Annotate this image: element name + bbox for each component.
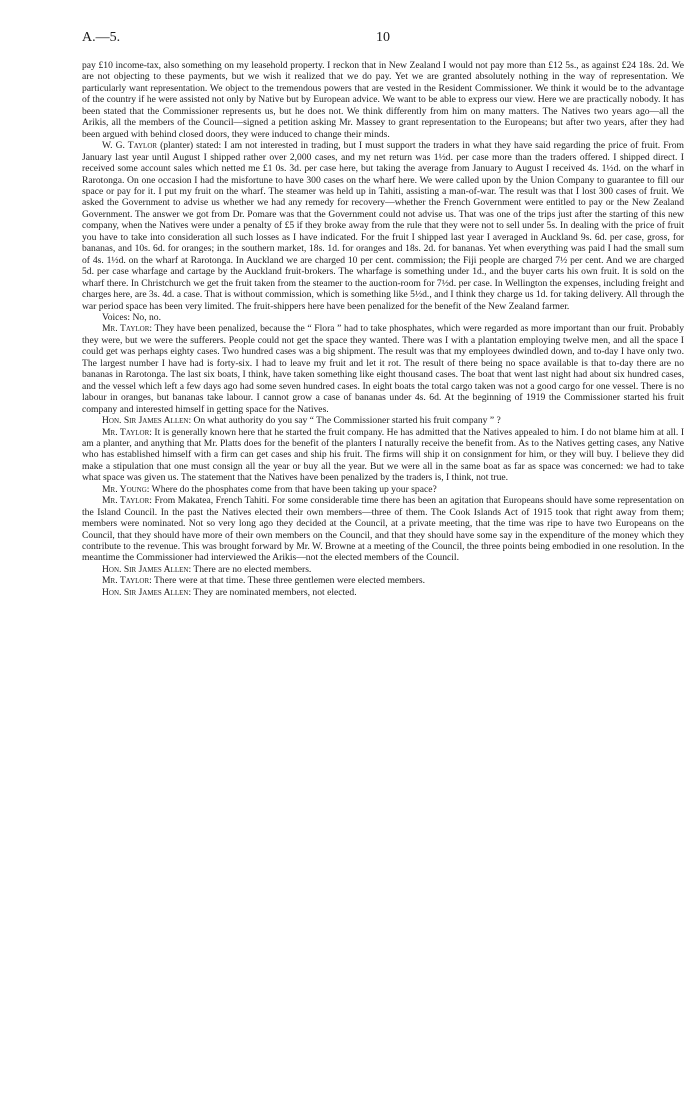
paragraph: Hon. Sir James Allen: On what authority do you say “ The Commissioner started his fruit company ” ? <box>102 415 501 427</box>
paragraph: Mr. Taylor: From Makatea, French Tahiti. For some considerable time there has been an agitation that Europeans should have some representation on the Island Council. In the past the Natives elected their own members—three of them. The Cook Islands Act of 1915 took that right away from them; members were nominated. Not so very long ago they decided at the Council, at a private meeting, that the time was ripe to have two Europeans on the Council, that they should have more of their own members on the Council, and that they should have some say in the expenditure of the money which they contribute to the revenue. This was brought forward by Mr. W. Browne at a meeting of the Council, the three points being embodied in one resolution. In the meantime the Commissioner had interviewed the Arikis—not the elected members of the Council. <box>82 495 684 564</box>
page-header <box>82 30 684 60</box>
body-text <box>82 60 684 598</box>
speaker-name: W. G. Taylor <box>102 140 158 152</box>
speaker-name: Mr. Taylor <box>102 575 150 587</box>
speaker-name: Mr. Taylor <box>102 495 150 507</box>
paragraph: W. G. Taylor (planter) stated: I am not interested in trading, but I must support the traders in what they have said regarding the price of fruit. From January last year until August I shipped rather over 2,000 cases, and my net return was 1½d. per case more than the traders offered. I shipped direct. I received some account sales which netted me £1 0s. 3d. per case here, but taking the average from January to August I received 4s. 1½d. on the wharf in Rarotonga. On one occasion I had the misfortune to have 300 cases on the wharf here. We were called upon by the Union Company to guarantee to fill our space or pay for it. I put my fruit on the wharf. The steamer was held up in Tahiti, assisting a man-of-war. The result was that I lost 300 cases of fruit. We asked the Government to advise us whether we had any remedy for recovery—whether the French Government were entitled to pay or the New Zealand Government. The answer we got from Dr. Pomare was that the Government could not advise us. That was one of the trips just after the starting of this new company, when the Natives were under a penalty of £5 if they broke away from the rule that they were not to sell under 5s. In dealing with the price of fruit you have to take into consideration all such losses as I have indicated. For the fruit I shipped last year I averaged in Auckland 9s. 6d. per case, gross, for bananas, and 10s. 6d. for oranges; in the southern market, 18s. 1d. for oranges and 18s. 2d. for bananas. Yet when everything was paid I had the small sum of 4s. 1½d. on the wharf at Rarotonga. In Auckland we are charged 10 per cent. commission; the Fiji people are charged 7½ per cent. And we are charged 5d. per case wharfage and cartage by the Auckland fruit-brokers. The wharfage is something under 1d., and the buyer carts his own fruit. It is sold on the wharf there. In Christchurch we get the fruit taken from the steamer to the auction-room for 7½d. per case. In Wellington the expenses, including freight and charges here, are 3s. 4d. a case. That is without commission, which is something like 5½d., and I think they charge us 1d. for taking delivery. All through the war period space has been very limited. The fruit-shippers here have been penalized for the benefit of the New Zealand farmer. <box>82 140 684 312</box>
paragraph: Mr. Young: Where do the phosphates come from that have been taking up your space? <box>102 483 437 495</box>
paragraph: Voices: No, no. <box>102 311 161 323</box>
paragraph: Mr. Taylor: It is generally known here that he started the fruit company. He has admitted that the Natives appealed to him. I do not blame him at all. I am a planter, and anything that Mr. Platts does for the benefit of the planters I naturally receive the benefit from. As to the Natives getting cases, any Native who has established himself with a firm can get cases and ship his fruit. The firms will ship it on consignment for him, or they will buy. I believe they did make a stipulation that one must consign all the year or buy all the year. But we were all in the same boat as far as space was concerned: we had to take what space was given us. The statement that the Natives have been penalized by the traders is, I think, not true. <box>82 426 685 484</box>
speaker-name: Mr. Taylor <box>102 323 150 335</box>
page-number: 10 <box>376 30 390 45</box>
paragraph: pay £10 income-tax, also something on my leasehold property. I reckon that in New Zealand I would not pay more than £12 5s., as against £24 18s. 2d. We are not objecting to these payments, but we wish it realized that we do pay. Yet we are granted absolutely nothing in the way of representation. We particularly want representation. We object to the tremendous powers that are vested in the Resident Commissioner. We think it would be to the advantage of the country if he were assisted not only by Native but by European advice. We want to be able to express our view. Here we are practically nobody. It has been stated that the Commissioner represents us, but he does not. We think differently from him on many matters. The Natives two years ago—all the Arikis, all the members of the Council—signed a petition asking Mr. Massey to grant representation to the Europeans; but after two years, after they had been argued with behind closed doors, they were induced to change their minds. <box>82 60 684 140</box>
paragraph: Mr. Taylor: They have been penalized, because the “ Flora ” had to take phosphates, which were regarded as more important than our fruit. Probably they were, but we were the sufferers. People could not get the space they wanted. There was I with a plantation employing twelve men, and all the space I could get was perhaps eighty cases. Two hundred cases was a big shipment. The result was that my employees dwindled down, and to-day I have only two. The largest number I have had is forty-six. I had to leave my fruit and let it rot. The result of there being no space available is that to-day there are no bananas in Rarotonga. The last six boats, I think, have taken something like eight thousand cases. The boat that went last night had about six hundred cases, and the vessel which left a few days ago had some seven hundred cases. In eight boats the total cargo taken was not a good cargo for one vessel. There is no labour in oranges, but bananas take labour. I cannot grow a case of bananas under 4s. 6d. At the beginning of 1919 the Commissioner started his fruit company and interested himself in getting space for the Natives. <box>82 323 684 415</box>
speaker-name: Hon. Sir James Allen <box>102 586 189 598</box>
document-page <box>82 30 684 598</box>
document-reference: A.—5. <box>82 30 121 45</box>
speaker-name: Hon. Sir James Allen <box>102 563 189 575</box>
paragraph: Hon. Sir James Allen: There are no elected members. <box>102 563 312 575</box>
speaker-name: Mr. Young <box>102 483 147 495</box>
paragraph: Hon. Sir James Allen: They are nominated members, not elected. <box>102 586 357 598</box>
paragraph: Mr. Taylor: There were at that time. These three gentlemen were elected members. <box>102 575 426 587</box>
speaker-name: Mr. Taylor <box>102 426 150 438</box>
speaker-name: Hon. Sir James Allen <box>102 415 189 427</box>
